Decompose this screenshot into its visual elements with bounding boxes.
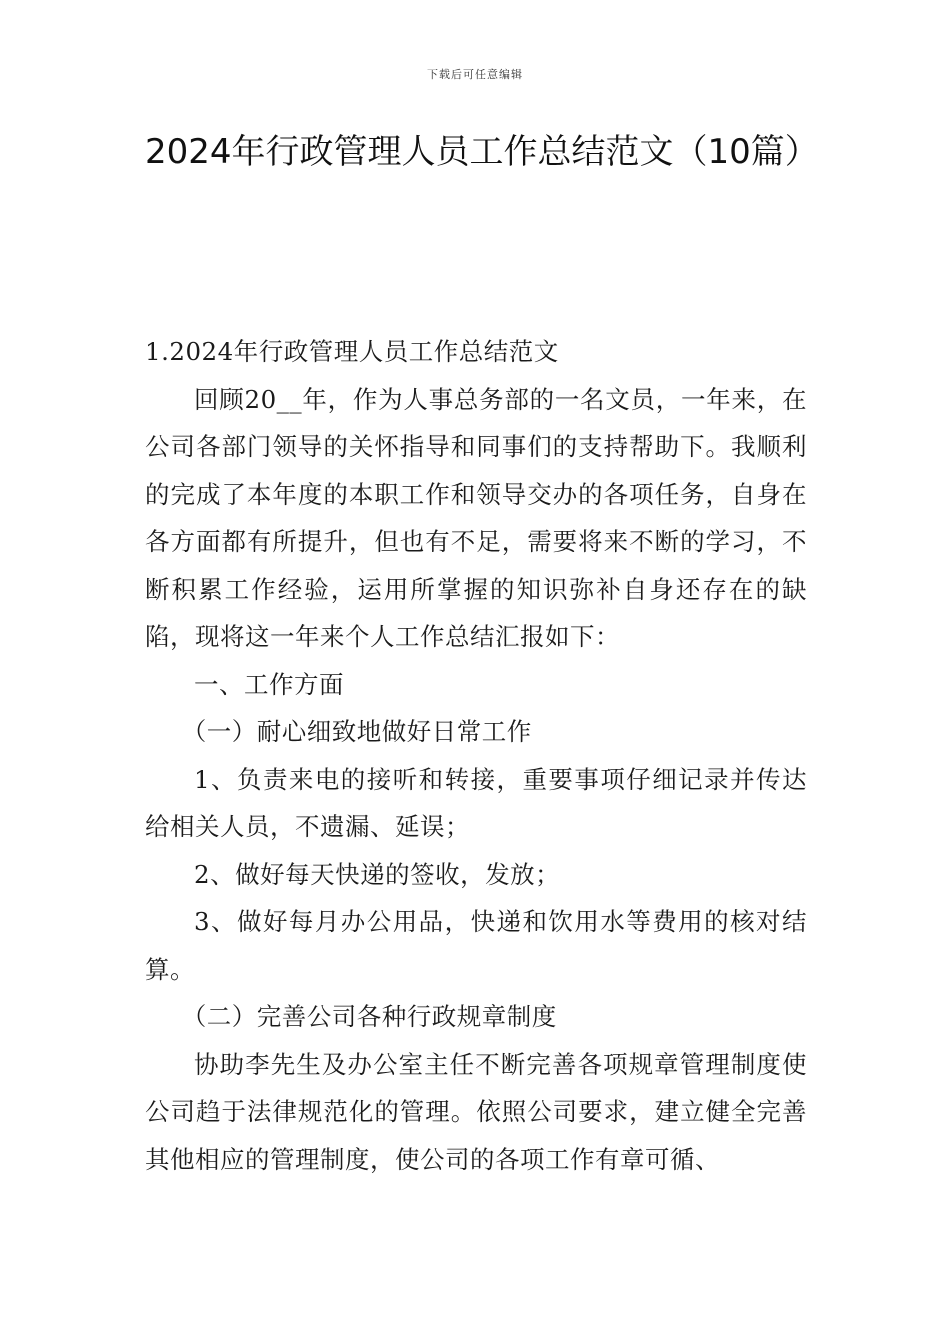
list-item: 2、做好每天快递的签收，发放；: [194, 859, 561, 889]
subsection-heading: （一）耐心细致地做好日常工作: [181, 717, 532, 746]
list-item: 1、负责来电的接听和转接，重要事项仔细记录并传达给相关人员，不遗漏、延误；: [145, 764, 807, 841]
header-note: 下载后可任意编辑: [427, 68, 523, 81]
document-title: 2024年行政管理人员工作总结范文（10篇）: [145, 132, 819, 172]
paragraph: 回顾20__年，作为人事总务部的一名文员，一年来，在公司各部门领导的关怀指导和同事们的支持帮助下。我顺利的完成了本年度的本职工作和领导交办的各项任务，自身在各方面都有所提升，但也有不足，需要将来不断的学习，不断积累工作经验，运用所掌握的知识弥补自身还存在的缺陷，现将这一年来个人工作总结汇报如下：: [145, 384, 807, 651]
list-item: 3、做好每月办公用品，快递和饮用水等费用的核对结算。: [145, 907, 807, 984]
subsection-heading: （二）完善公司各种行政规章制度: [181, 1002, 557, 1031]
section-heading: 一、工作方面: [194, 669, 344, 699]
section-heading: 1.2024年行政管理人员工作总结范文: [145, 337, 559, 366]
document-body: [145, 328, 807, 1183]
paragraph: 协助李先生及办公室主任不断完善各项规章管理制度使公司趋于法律规范化的管理。依照公司要求，建立健全完善其他相应的管理制度，使公司的各项工作有章可循、: [145, 1049, 807, 1174]
